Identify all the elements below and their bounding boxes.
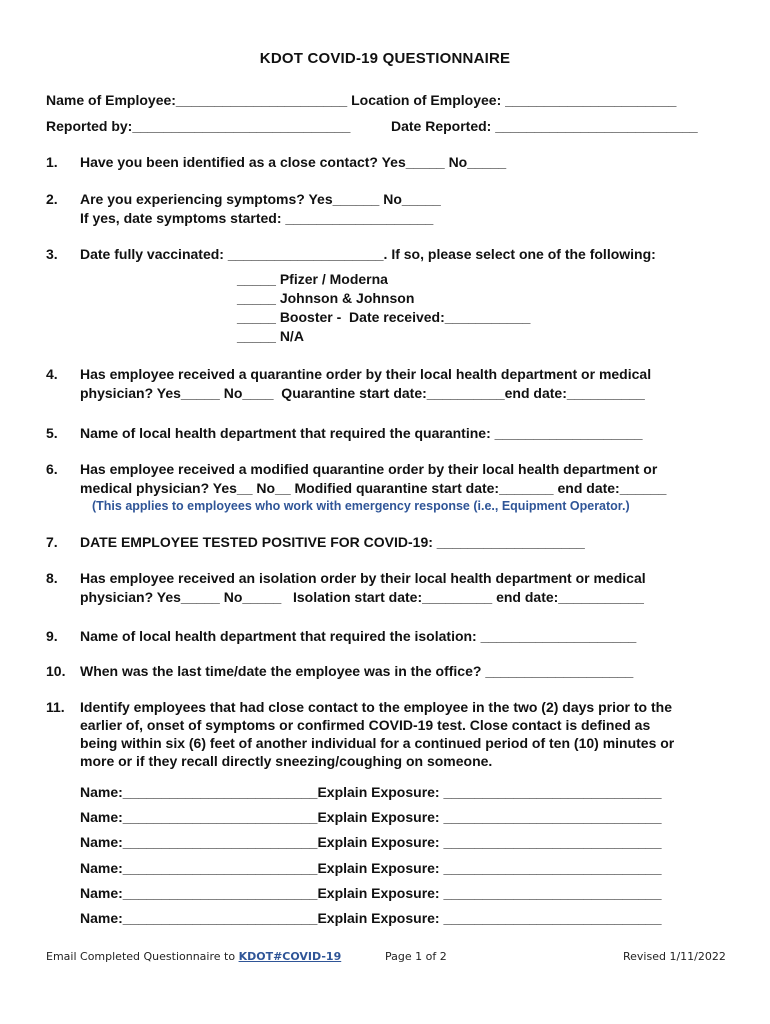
question-8-text: Has employee received an isolation order by their local health department or medical [80,570,646,586]
contact-name-row[interactable]: Name:_________________________Explain Exposure: ____________________________ [80,784,662,800]
question-5-text[interactable]: Name of local health department that required the quarantine: ___________________ [80,425,643,441]
question-number: 8. [46,570,58,586]
vaccine-option-jj[interactable]: _____ Johnson & Johnson [237,290,415,306]
vaccine-option-na[interactable]: _____ N/A [237,328,304,344]
question-10-text[interactable]: When was the last time/date the employee was in the office? ___________________ [80,663,634,679]
question-11-text: Identify employees that had close contact to the employee in the two (2) days prior to the [80,699,672,715]
reported-by-field[interactable]: Reported by:____________________________ [46,118,351,134]
question-3-text[interactable]: Date fully vaccinated: ____________________. If so, please select one of the following: [80,246,656,262]
contact-name-row[interactable]: Name:_________________________Explain Exposure: ____________________________ [80,860,662,876]
question-9-text[interactable]: Name of local health department that required the isolation: ____________________ [80,628,637,644]
contact-name-row[interactable]: Name:_________________________Explain Exposure: ____________________________ [80,910,662,926]
contact-name-row[interactable]: Name:_________________________Explain Exposure: ____________________________ [80,834,662,850]
vaccine-option-pfizer[interactable]: _____ Pfizer / Moderna [237,271,388,287]
question-2-text-line2[interactable]: If yes, date symptoms started: ___________________ [80,210,434,226]
vaccine-option-booster[interactable]: _____ Booster - Date received:___________ [237,309,531,325]
question-number: 7. [46,534,58,550]
question-number: 10. [46,663,66,679]
question-number: 3. [46,246,58,262]
footer-email [46,950,341,963]
question-2-text[interactable]: Are you experiencing symptoms? Yes______ No_____ [80,191,441,207]
contact-name-row[interactable]: Name:_________________________Explain Exposure: ____________________________ [80,885,662,901]
revised-date: Revised 1/11/2022 [623,950,726,963]
question-1-text[interactable]: Have you been identified as a close contact? Yes_____ No_____ [80,154,507,170]
employee-name-location-row[interactable]: Name of Employee:______________________ Location of Employee: ______________________ [46,92,677,108]
question-4-text: Has employee received a quarantine order by their local health department or medical [80,366,652,382]
contact-name-row[interactable]: Name:_________________________Explain Exposure: ____________________________ [80,809,662,825]
email-link[interactable]: KDOT#COVID-19 [238,950,342,963]
question-number: 4. [46,366,58,382]
question-4-text-line2[interactable]: physician? Yes_____ No____ Quarantine start date:__________end date:__________ [80,385,645,401]
question-number: 5. [46,425,58,441]
question-number: 1. [46,154,58,170]
question-number: 9. [46,628,58,644]
question-6-text-line2[interactable]: medical physician? Yes__ No__ Modified quarantine start date:_______ end date:______ [80,480,667,496]
question-8-text-line2[interactable]: physician? Yes_____ No_____ Isolation start date:_________ end date:___________ [80,589,644,605]
question-number: 11. [46,699,65,715]
question-6-note: (This applies to employees who work with emergency response (i.e., Equipment Operator.) [92,499,630,513]
question-6-text: Has employee received a modified quarantine order by their local health department or [80,461,658,477]
footer-email-label: Email Completed Questionnaire to [46,950,239,963]
date-reported-field[interactable]: Date Reported: __________________________ [391,118,698,134]
question-11-text-line2: earlier of, onset of symptoms or confirmed COVID-19 test. Close contact is defined as [80,717,651,733]
page-number: Page 1 of 2 [385,950,447,963]
question-number: 6. [46,461,58,477]
question-number: 2. [46,191,58,207]
page-title: KDOT COVID-19 QUESTIONNAIRE [259,50,511,67]
question-11-text-line4: more or if they recall directly sneezing/coughing on someone. [80,753,493,769]
question-11-text-line3: being within six (6) feet of another individual for a continued period of ten (10) minutes or [80,735,675,751]
question-7-text[interactable]: DATE EMPLOYEE TESTED POSITIVE FOR COVID-19: ___________________ [80,534,585,550]
